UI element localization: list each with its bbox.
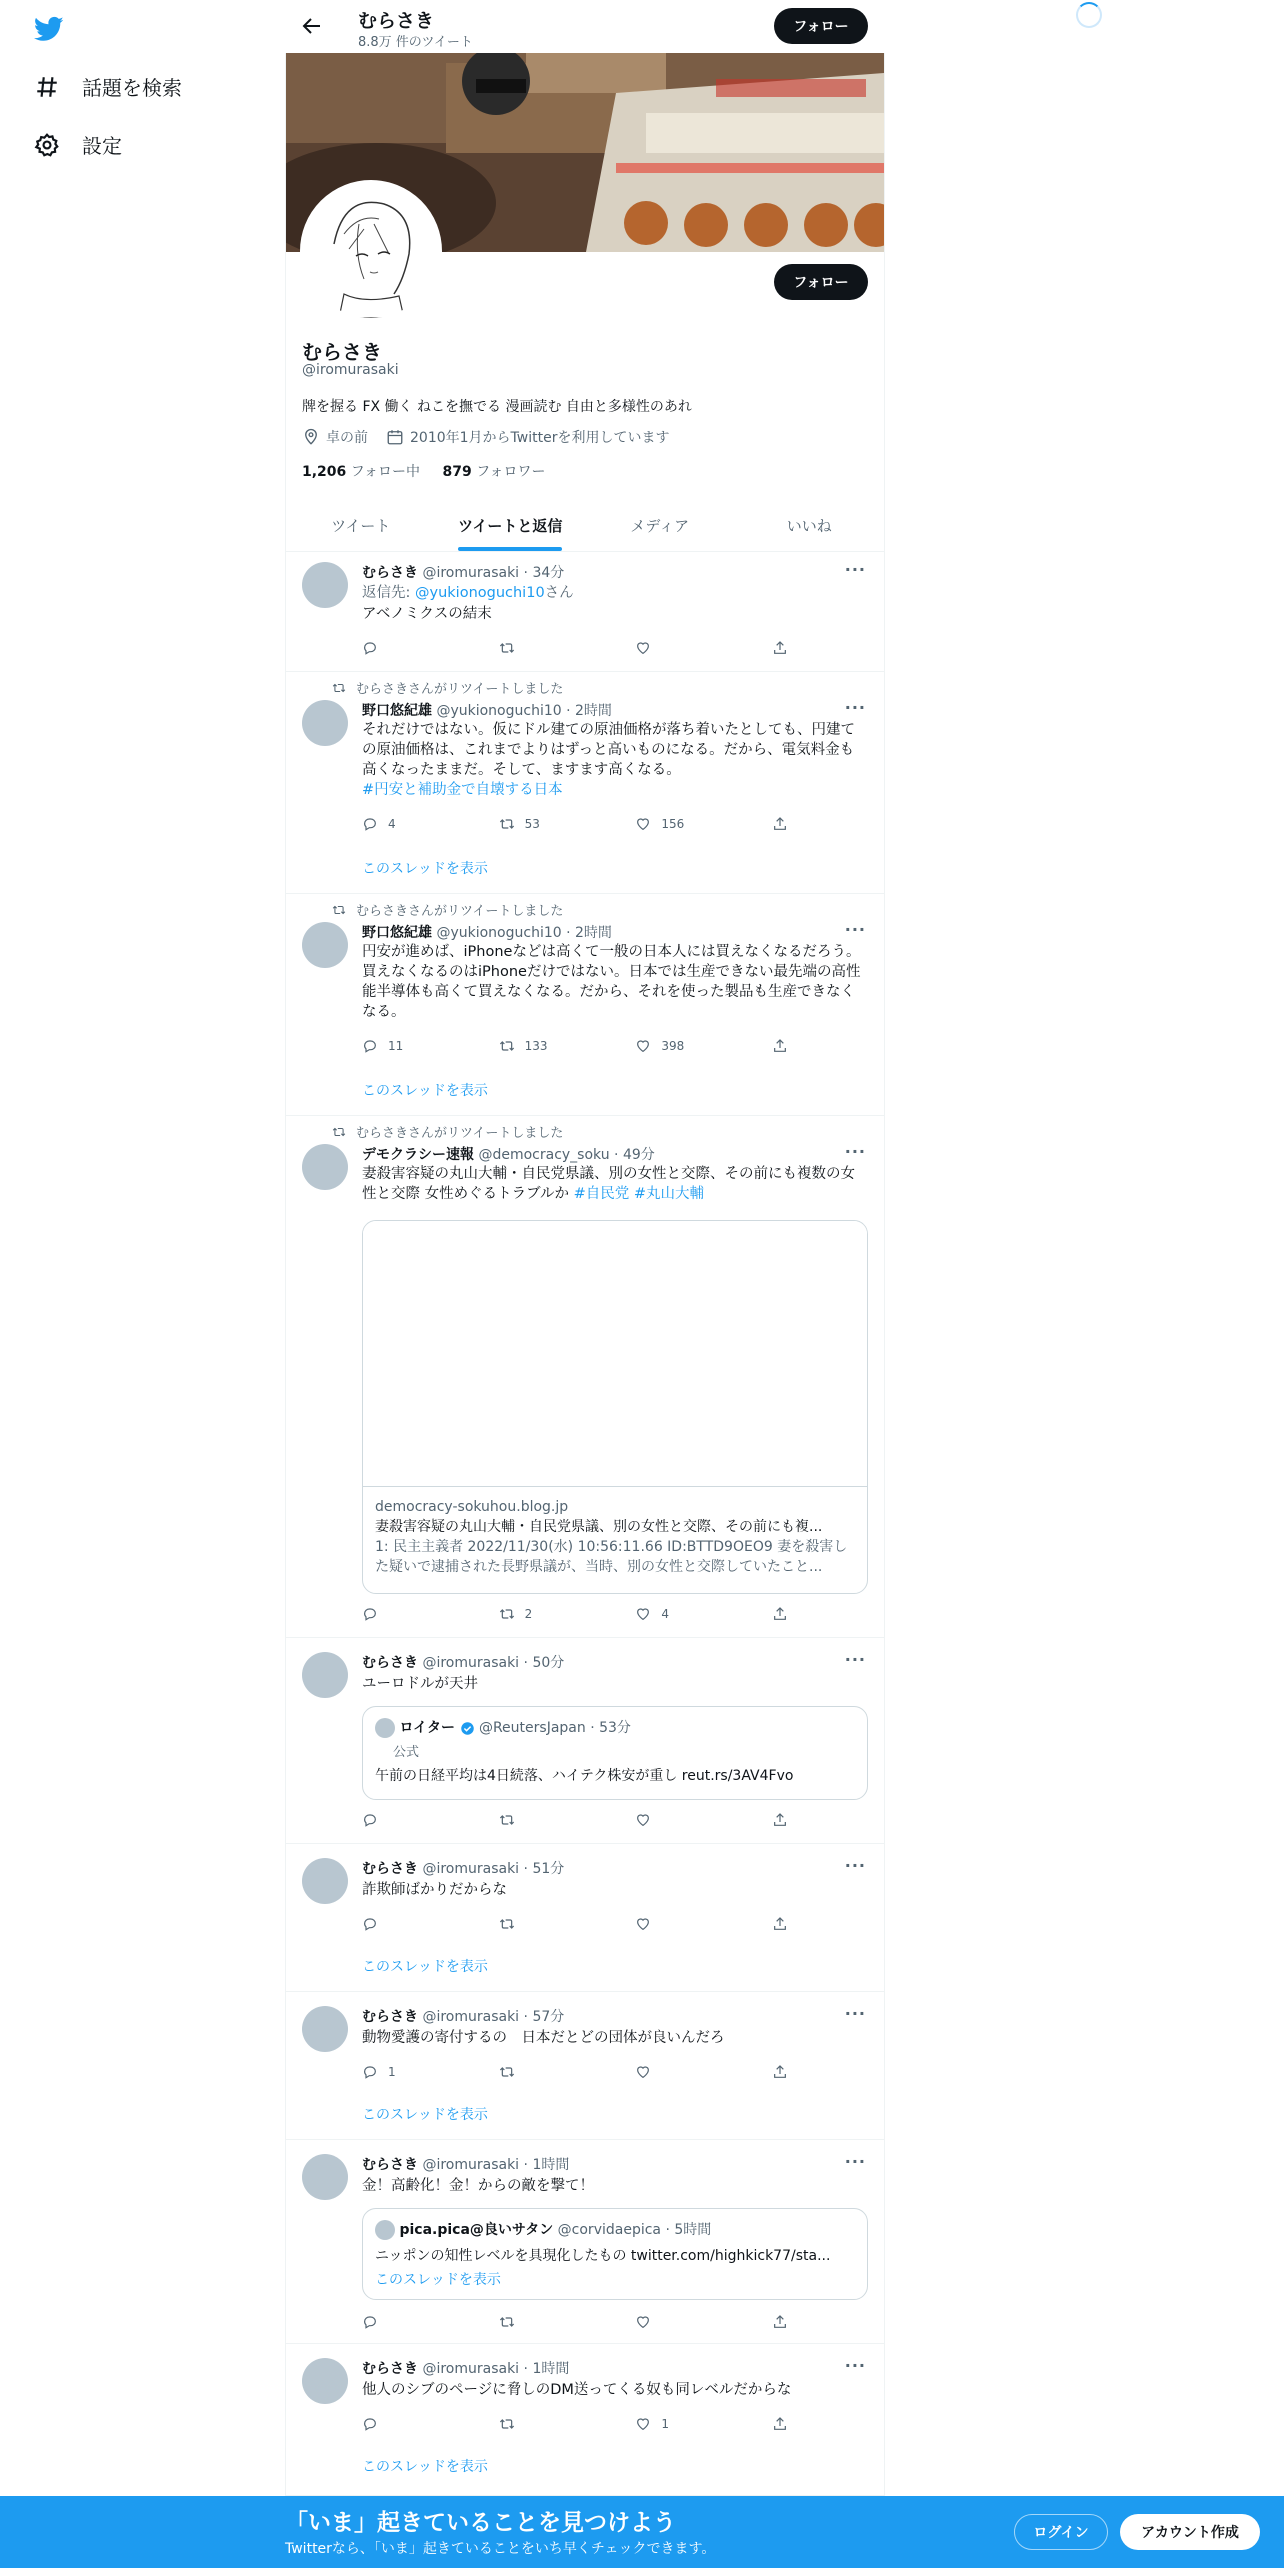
like-button[interactable]: 156 <box>635 814 725 834</box>
show-thread-link[interactable]: このスレッドを表示 <box>375 2272 501 2288</box>
back-arrow-icon[interactable] <box>300 14 324 38</box>
like-button[interactable]: 398 <box>635 1036 725 1056</box>
like-button[interactable]: 1 <box>635 2414 725 2434</box>
share-button[interactable] <box>772 1810 792 1830</box>
retweet-button[interactable] <box>499 2312 589 2332</box>
reply-button[interactable] <box>362 1604 452 1624</box>
reply-button[interactable]: 1 <box>362 2062 452 2082</box>
tweet-actions <box>362 1604 792 1624</box>
reply-to-link[interactable]: @yukionoguchi10 <box>415 585 545 601</box>
retweet-icon <box>332 903 346 917</box>
share-icon <box>772 2064 788 2080</box>
retweet-indicator: むらさきさんがリツイートしました <box>332 678 563 697</box>
quoted-tweet-header: pica.pica@良いサタン @corvidaepica · 5時間 <box>375 2219 711 2240</box>
nav-explore-label: 話題を検索 <box>82 76 182 100</box>
retweet-icon <box>499 1812 515 1828</box>
tweet-header: むらさき @iromurasaki · 57分 <box>362 2009 565 2025</box>
like-button[interactable]: 4 <box>635 1604 725 1624</box>
share-icon <box>772 1812 788 1828</box>
followers-link[interactable]: 879 フォロワー <box>442 464 546 480</box>
retweet-indicator: むらさきさんがリツイートしました <box>332 1122 563 1141</box>
more-options-icon[interactable]: ··· <box>844 1856 866 1875</box>
tweet-header: デモクラシー速報 @democracy_soku · 49分 <box>362 1147 655 1163</box>
tweet-text: 詐欺師ばかりだからな <box>362 1882 507 1898</box>
nav-settings[interactable] <box>34 130 122 159</box>
tweet-header: むらさき @iromurasaki · 34分 <box>362 565 565 581</box>
profile-bio: 牌を握る FX 働く ねこを撫でる 漫画読む 自由と多様性のあれ <box>302 399 692 415</box>
share-icon <box>772 2416 788 2432</box>
tweet[interactable] <box>286 1844 884 1992</box>
reply-button[interactable] <box>362 638 452 658</box>
tweet-header: 野口悠紀雄 @yukionoguchi10 · 2時間 <box>362 925 612 941</box>
tab-media[interactable]: メディア <box>630 517 690 535</box>
reply-icon <box>362 1606 378 1622</box>
avatar[interactable] <box>302 2006 348 2052</box>
heart-icon <box>635 1606 651 1622</box>
quoted-tweet-text: ニッポンの知性レベルを具現化したもの twitter.com/highkick77/sta... <box>375 2248 831 2264</box>
retweet-button[interactable] <box>499 1914 589 1934</box>
profile-location: 卓の前 <box>326 430 368 446</box>
retweet-icon <box>332 681 346 695</box>
share-button[interactable] <box>772 2312 792 2332</box>
avatar[interactable] <box>302 562 348 608</box>
tweet-text: 妻殺害容疑の丸山大輔・自民党県議、別の女性と交際、その前にも複数の女性と交際 女性めぐるトラブルか #自民党 #丸山大輔 <box>362 1166 855 1202</box>
nav-settings-label: 設定 <box>82 134 122 158</box>
avatar[interactable] <box>302 1858 348 1904</box>
reply-icon <box>362 1038 378 1054</box>
link-card-description: 1: 民主主義者 2022/11/30(水) 10:56:11.66 ID:BTTD9OEO9 妻を殺害した疑いで逮捕された長野県議が、当時、別の女性と交際していたこと... <box>375 1539 848 1575</box>
reply-button[interactable] <box>362 2414 452 2434</box>
tweet-header: むらさき @iromurasaki · 51分 <box>362 1861 565 1877</box>
reply-button[interactable] <box>362 1914 452 1934</box>
retweet-icon <box>499 1916 515 1932</box>
share-icon <box>772 1916 788 1932</box>
retweet-icon <box>499 1606 515 1622</box>
heart-icon <box>635 1812 651 1828</box>
profile-tabs <box>286 500 884 552</box>
retweet-button[interactable] <box>499 2062 589 2082</box>
show-thread-link[interactable]: このスレッドを表示 <box>362 861 488 877</box>
tab-likes[interactable]: いいね <box>786 517 832 535</box>
tweet-actions <box>362 1914 792 1934</box>
header-profile-name: むらさき <box>358 10 435 32</box>
share-icon <box>772 2314 788 2330</box>
avatar <box>375 2220 395 2240</box>
hashtag-link[interactable]: #丸山大輔 <box>633 1186 705 1202</box>
quoted-tweet[interactable] <box>362 2208 868 2300</box>
reply-to-line: 返信先: @yukionoguchi10さん <box>362 585 574 601</box>
tweet-actions <box>362 2414 792 2434</box>
retweet-icon <box>332 1125 346 1139</box>
header-tweet-count: 8.8万 件のツイート <box>358 35 473 50</box>
like-button[interactable] <box>635 2312 725 2332</box>
tweet-text: 円安が進めば、iPhoneなどは高くて一般の日本人には買えなくなるだろう。買えなくなるのはiPhoneだけではない。日本では生産できない最先端の高性能半導体も高くて買えなくなる。だから、それを使った製品も生産できなくなる。 <box>362 944 861 1020</box>
reply-icon <box>362 2416 378 2432</box>
retweet-icon <box>499 2314 515 2330</box>
share-icon <box>772 1606 788 1622</box>
tweet-header: むらさき @iromurasaki · 1時間 <box>362 2361 570 2377</box>
tweet[interactable] <box>286 1992 884 2140</box>
loading-spinner <box>1076 2 1102 28</box>
retweet-button[interactable]: 53 <box>499 814 589 834</box>
quoted-tweet-text: 午前の日経平均は4日続落、ハイテク株安が重し reut.rs/3AV4Fvo <box>375 1768 794 1784</box>
more-options-icon[interactable]: ··· <box>844 560 866 579</box>
avatar[interactable] <box>302 2358 348 2404</box>
show-thread-link[interactable]: このスレッドを表示 <box>362 2107 488 2123</box>
more-options-icon[interactable]: ··· <box>844 2152 866 2171</box>
avatar <box>375 1718 395 1738</box>
retweet-button[interactable]: 2 <box>499 1604 589 1624</box>
link-card-domain: democracy-sokuhou.blog.jp <box>375 1499 569 1515</box>
link-card[interactable] <box>362 1220 868 1594</box>
more-options-icon[interactable]: ··· <box>844 1650 866 1669</box>
tweet[interactable] <box>286 894 884 1116</box>
share-icon <box>772 640 788 656</box>
avatar[interactable] <box>302 922 348 968</box>
tweet-actions <box>362 1810 792 1830</box>
retweet-button[interactable] <box>499 1810 589 1830</box>
retweet-icon <box>499 816 515 832</box>
profile-avatar[interactable] <box>300 180 442 322</box>
tweet-text: ユーロドルが天井 <box>362 1676 478 1692</box>
heart-icon <box>635 2314 651 2330</box>
more-options-icon[interactable]: ··· <box>844 2004 866 2023</box>
reply-icon <box>362 1916 378 1932</box>
quoted-tweet-header: ロイター @ReutersJapan · 53分 <box>375 1717 631 1738</box>
tweet[interactable] <box>286 672 884 894</box>
profile-follow-button[interactable]: フォロー <box>774 264 868 300</box>
official-label: 公式 <box>393 1745 420 1760</box>
avatar[interactable] <box>302 700 348 746</box>
calendar-icon <box>386 428 404 446</box>
retweet-button[interactable] <box>499 2414 589 2434</box>
heart-icon <box>635 640 651 656</box>
like-button[interactable] <box>635 638 725 658</box>
tweet-actions <box>362 638 792 658</box>
tweet-actions <box>362 814 792 834</box>
tweet-text: 動物愛護の寄付するの 日本だとどの団体が良いんだろ <box>362 2030 725 2046</box>
nav-explore[interactable] <box>34 72 182 101</box>
reply-button[interactable] <box>362 2312 452 2332</box>
tweet-actions <box>362 1036 792 1056</box>
tab-tweets[interactable]: ツイート <box>331 517 391 535</box>
tweet-text: それだけではない。仮にドル建ての原油価格が落ち着いたとしても、円建ての原油価格は、これまでよりはずっと高いものになる。だから、電気料金も高くなったままだ。そして、ますます高くなる。 #円安と補助金で自壊する日本 <box>362 722 855 798</box>
profile-follow-stats <box>302 461 546 481</box>
signup-banner <box>0 2496 1284 2568</box>
location-pin-icon <box>302 428 320 446</box>
avatar[interactable] <box>302 2154 348 2200</box>
tweet-text: 金！高齢化！金！からの敵を撃て！ <box>362 2178 594 2194</box>
twitter-logo-icon[interactable] <box>32 14 66 44</box>
hashtag-link[interactable]: #自民党 <box>573 1186 630 1202</box>
reply-icon <box>362 640 378 656</box>
signup-banner-subtitle: Twitterなら、「いま」起きていることをいち早くチェックできます。 <box>285 2541 716 2557</box>
reply-icon <box>362 2314 378 2330</box>
reply-icon <box>362 1812 378 1828</box>
retweet-icon <box>499 2064 515 2080</box>
heart-icon <box>635 2064 651 2080</box>
profile-handle: @iromurasaki <box>302 362 399 378</box>
retweet-icon <box>499 640 515 656</box>
reply-icon <box>362 816 378 832</box>
show-thread-link[interactable]: このスレッドを表示 <box>362 1959 488 1975</box>
tweet[interactable] <box>286 2344 884 2496</box>
header-follow-button[interactable]: フォロー <box>774 8 868 44</box>
quoted-tweet[interactable] <box>362 1706 868 1800</box>
signup-banner-title: 「いま」起きていることを見つけよう <box>285 2510 676 2536</box>
login-button[interactable]: ログイン <box>1014 2514 1108 2550</box>
following-link[interactable]: 1,206 フォロー中 <box>302 464 421 480</box>
share-icon <box>772 816 788 832</box>
hashtag-link[interactable]: #円安と補助金で自壊する日本 <box>362 782 563 798</box>
avatar[interactable] <box>302 1144 348 1190</box>
tweet[interactable] <box>286 1116 884 1638</box>
heart-icon <box>635 1916 651 1932</box>
profile-name: むらさき <box>302 340 382 364</box>
like-button[interactable] <box>635 1914 725 1934</box>
tweet-actions <box>362 2062 792 2082</box>
reply-button[interactable] <box>362 1810 452 1830</box>
more-options-icon[interactable]: ··· <box>844 2356 866 2375</box>
heart-icon <box>635 2416 651 2432</box>
gear-icon <box>34 132 60 158</box>
like-button[interactable] <box>635 2062 725 2082</box>
reply-button[interactable]: 4 <box>362 814 452 834</box>
tweet-actions <box>362 2312 792 2332</box>
like-button[interactable] <box>635 1810 725 1830</box>
share-button[interactable] <box>772 2414 792 2434</box>
profile-joined: 2010年1月からTwitterを利用しています <box>410 430 670 446</box>
tweet-text: 他人のシブのページに脅しのDM送ってくる奴も同レベルだからな <box>362 2382 792 2398</box>
share-button[interactable] <box>772 1036 792 1056</box>
share-button[interactable] <box>772 814 792 834</box>
retweet-icon <box>499 2416 515 2432</box>
retweet-indicator: むらさきさんがリツイートしました <box>332 900 563 919</box>
show-thread-link[interactable]: このスレッドを表示 <box>362 1083 488 1099</box>
link-card-image <box>363 1221 867 1487</box>
share-button[interactable] <box>772 2062 792 2082</box>
share-icon <box>772 1038 788 1054</box>
heart-icon <box>635 1038 651 1054</box>
more-options-icon[interactable]: ··· <box>844 698 866 717</box>
profile-meta <box>302 427 669 447</box>
heart-icon <box>635 816 651 832</box>
share-button[interactable] <box>772 638 792 658</box>
reply-button[interactable]: 11 <box>362 1036 452 1056</box>
retweet-icon <box>499 1038 515 1054</box>
tweet-header: むらさき @iromurasaki · 50分 <box>362 1655 565 1671</box>
link-card-title: 妻殺害容疑の丸山大輔・自民党県議、別の女性と交際、その前にも複... <box>375 1519 823 1535</box>
retweet-button[interactable]: 133 <box>499 1036 589 1056</box>
hashtag-icon <box>34 74 60 100</box>
tweet[interactable] <box>286 2140 884 2344</box>
more-options-icon[interactable]: ··· <box>844 1142 866 1161</box>
share-button[interactable] <box>772 1914 792 1934</box>
more-options-icon[interactable]: ··· <box>844 920 866 939</box>
tweet-header: むらさき @iromurasaki · 1時間 <box>362 2157 570 2173</box>
verified-badge-icon <box>460 1721 475 1736</box>
signup-button[interactable]: アカウント作成 <box>1120 2514 1260 2550</box>
retweet-button[interactable] <box>499 638 589 658</box>
tweet[interactable] <box>286 1638 884 1844</box>
tweet-header: 野口悠紀雄 @yukionoguchi10 · 2時間 <box>362 703 612 719</box>
tweet-text: アベノミクスの結末 <box>362 606 492 622</box>
reply-icon <box>362 2064 378 2080</box>
share-button[interactable] <box>772 1604 792 1624</box>
avatar[interactable] <box>302 1652 348 1698</box>
tweet[interactable] <box>286 552 884 672</box>
show-thread-link[interactable]: このスレッドを表示 <box>362 2459 488 2475</box>
tab-tweets-and-replies[interactable]: ツイートと返信 <box>436 500 586 551</box>
